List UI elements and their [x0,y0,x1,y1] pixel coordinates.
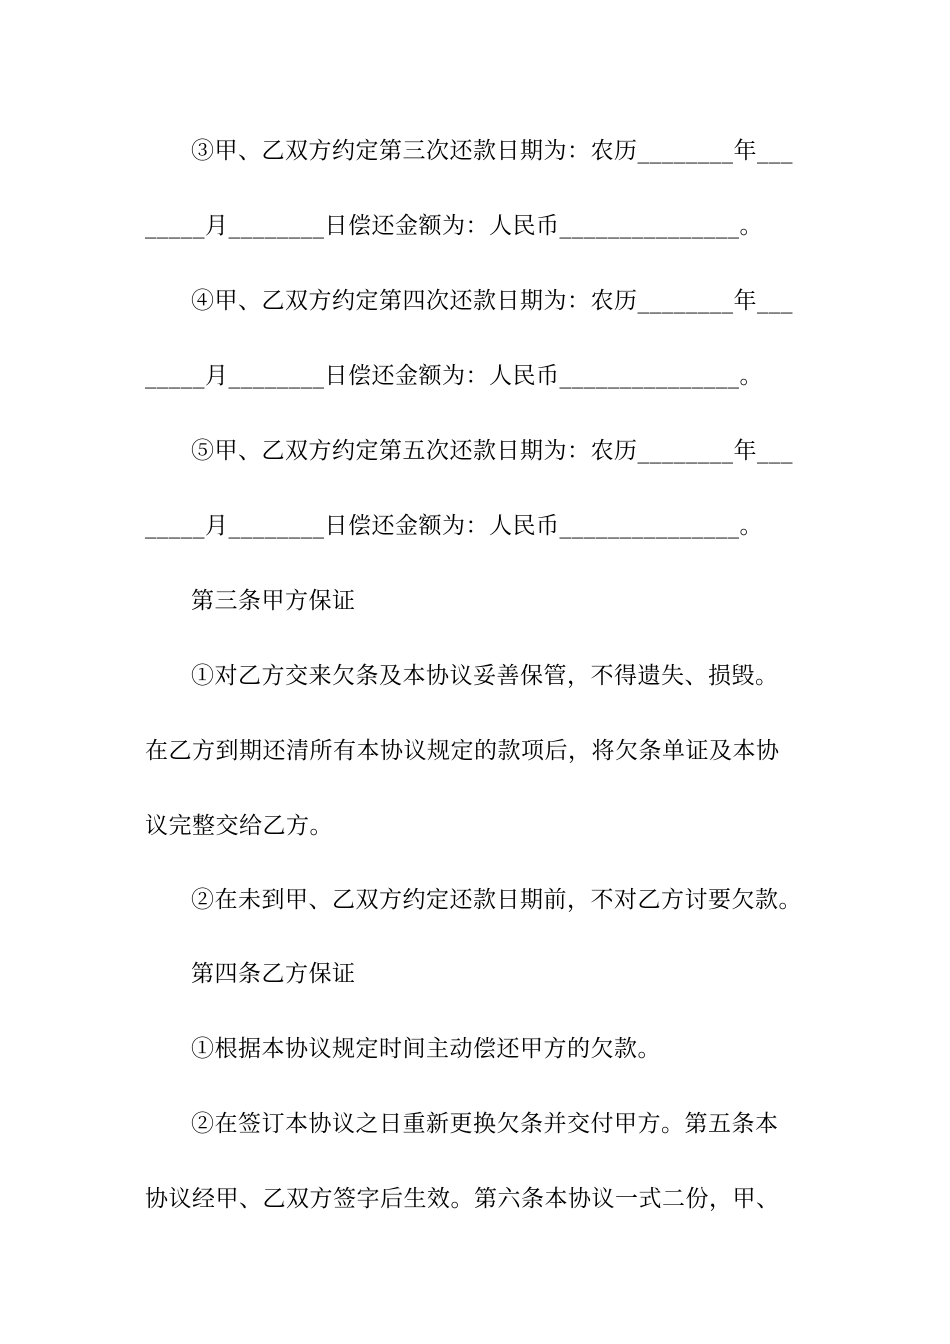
article-4-heading: 第四条乙方保证 [191,961,356,987]
clause-5th-repayment-date: ⑤甲、乙双方约定第五次还款日期为：农历________年___ [191,438,793,464]
article-4-item-1: ①根据本协议规定时间主动偿还甲方的欠款。 [191,1036,661,1062]
clause-4th-repayment-amount: _____月________日偿还金额为：人民币_______________。 [145,363,763,389]
article-3-item-2: ②在未到甲、乙双方约定还款日期前，不对乙方讨要欠款。 [191,887,802,913]
article-4-item-2: ②在签订本协议之日重新更换欠条并交付甲方。第五条本 [191,1111,779,1137]
clause-3rd-repayment-date: ③甲、乙双方约定第三次还款日期为：农历________年___ [191,138,793,164]
clause-5th-repayment-amount: _____月________日偿还金额为：人民币_______________。 [145,513,763,539]
clause-4th-repayment-date: ④甲、乙双方约定第四次还款日期为：农历________年___ [191,288,793,314]
article-4-item-2-continued: 协议经甲、乙双方签字后生效。第六条本协议一式二份，甲、 [145,1186,780,1212]
article-3-heading: 第三条甲方保证 [191,588,356,614]
article-3-item-1-continued: 在乙方到期还清所有本协议规定的款项后，将欠条单证及本协 [145,738,780,764]
article-3-item-1-end: 议完整交给乙方。 [145,813,333,839]
article-3-item-1: ①对乙方交来欠条及本协议妥善保管，不得遗失、损毁。 [191,663,779,689]
clause-3rd-repayment-amount: _____月________日偿还金额为：人民币_______________。 [145,213,763,239]
